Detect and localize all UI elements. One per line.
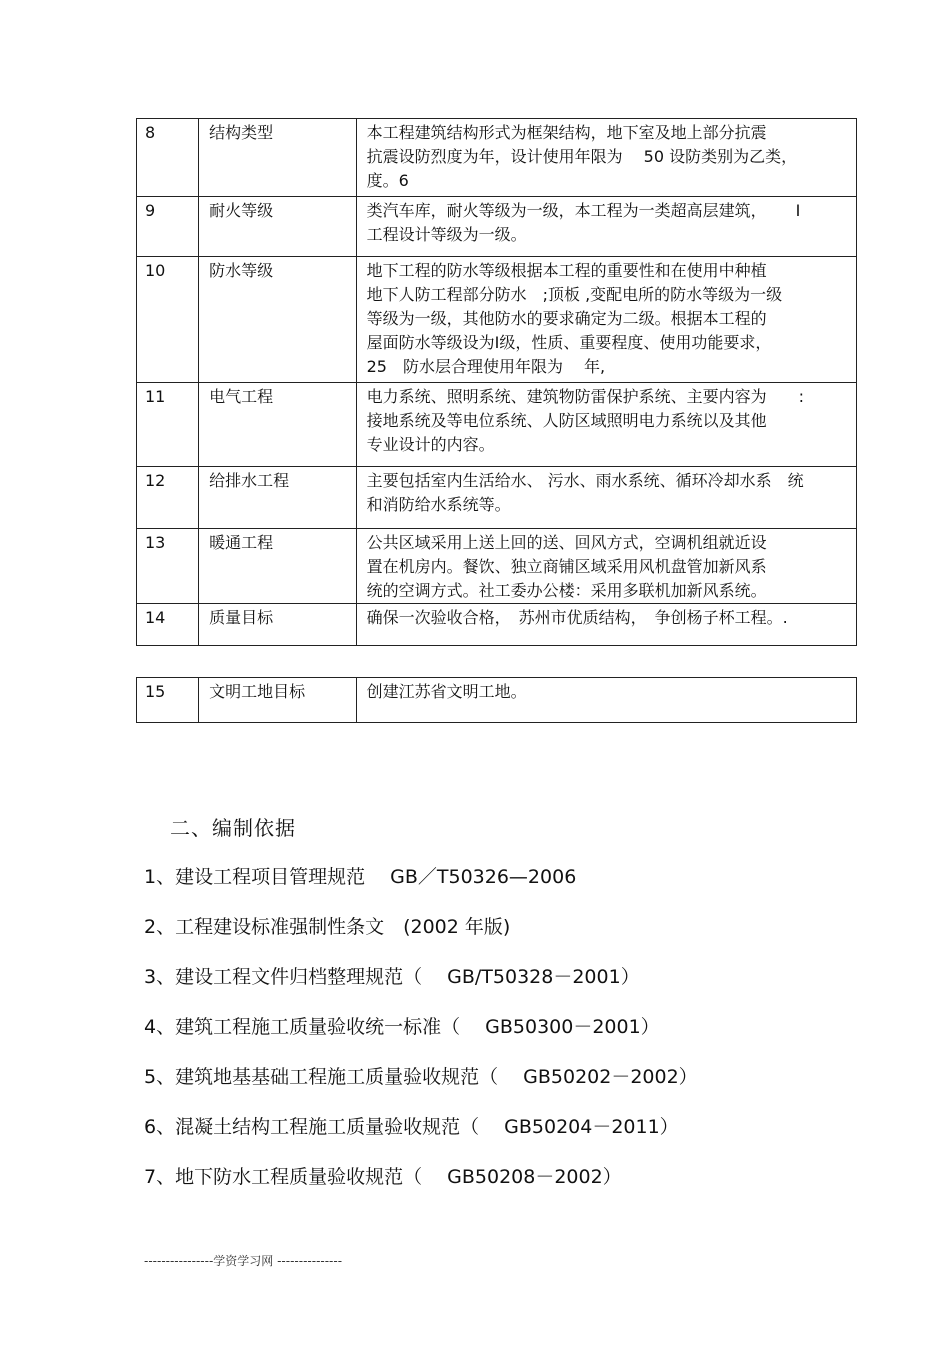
row-description	[356, 119, 856, 197]
row-description	[356, 467, 856, 529]
description-line: 地下人防工程部分防水 ;顶板 ,变配电所的防水等级为一级	[366, 285, 783, 304]
description-line: 度。6	[366, 171, 409, 190]
row-item: 电气工程	[199, 383, 356, 467]
project-info-table	[136, 118, 857, 646]
row-number: 12	[137, 467, 199, 529]
description-line: 25 防水层合理使用年限为 年,	[366, 357, 606, 376]
description-line: 抗震设防烈度为年，设计使用年限为 50 设防类别为乙类，	[366, 147, 798, 166]
description-line: 电力系统、照明系统、建筑物防雷保护系统、主要内容为 :	[366, 387, 804, 406]
reference-item: 1、建设工程项目管理规范 GB／T50326—2006	[144, 866, 577, 888]
row-number: 15	[137, 678, 199, 723]
table-row	[137, 257, 857, 383]
description-line: 接地系统及等电位系统、人防区域照明电力系统以及其他	[366, 411, 767, 430]
civilized-site-table	[136, 677, 857, 723]
row-item: 防水等级	[199, 257, 356, 383]
reference-item: 3、建设工程文件归档整理规范（ GB/T50328－2001）	[144, 966, 640, 988]
row-number: 11	[137, 383, 199, 467]
page-footer: ----------------学资学习网 ---------------	[144, 1254, 343, 1268]
row-description	[356, 383, 856, 467]
table-row	[137, 119, 857, 197]
description-line: 和消防给水系统等。	[366, 495, 511, 514]
description-line: 公共区域采用上送上回的送、回风方式，空调机组就近设	[366, 533, 767, 552]
row-number: 8	[137, 119, 199, 197]
table-row	[137, 197, 857, 257]
row-item: 结构类型	[199, 119, 356, 197]
table-row	[137, 678, 857, 723]
description-line: 屋面防水等级设为Ⅰ级，性质、重要程度、使用功能要求，	[366, 333, 772, 352]
row-description	[356, 529, 856, 604]
table-row	[137, 529, 857, 604]
description-line: 统的空调方式。社工委办公楼：采用多联机加新风系统。	[366, 581, 767, 600]
section-heading: 二、编制依据	[170, 816, 296, 840]
description-line: 主要包括室内生活给水、 污水、雨水系统、循环冷却水系 统	[366, 471, 804, 490]
reference-item: 6、混凝土结构工程施工质量验收规范（ GB50204－2011）	[144, 1116, 679, 1138]
row-number: 13	[137, 529, 199, 604]
description-line: 等级为一级，其他防水的要求确定为二级。根据本工程的	[366, 309, 767, 328]
row-number: 10	[137, 257, 199, 383]
description-line: 地下工程的防水等级根据本工程的重要性和在使用中种植	[366, 261, 767, 280]
row-description	[356, 257, 856, 383]
row-item: 文明工地目标	[199, 678, 356, 723]
description-line: 工程设计等级为一级。	[366, 225, 527, 244]
row-description	[356, 197, 856, 257]
row-description	[356, 604, 856, 646]
description-line: 本工程建筑结构形式为框架结构，地下室及地上部分抗震	[366, 123, 767, 142]
reference-item: 5、建筑地基基础工程施工质量验收规范（ GB50202－2002）	[144, 1066, 698, 1088]
reference-item: 4、建筑工程施工质量验收统一标准（ GB50300－2001）	[144, 1016, 660, 1038]
description-line: 创建江苏省文明工地。	[366, 682, 527, 701]
row-item: 暖通工程	[199, 529, 356, 604]
table-row	[137, 604, 857, 646]
description-line: 专业设计的内容。	[366, 435, 495, 454]
description-line: 置在机房内。餐饮、独立商铺区域采用风机盘管加新风系	[366, 557, 767, 576]
reference-list	[144, 862, 698, 1212]
row-item: 质量目标	[199, 604, 356, 646]
table-row	[137, 467, 857, 529]
reference-item: 2、工程建设标准强制性条文 (2002 年版)	[144, 916, 511, 938]
row-description	[356, 678, 856, 723]
row-item: 耐火等级	[199, 197, 356, 257]
row-number: 14	[137, 604, 199, 646]
description-line: 类汽车库，耐火等级为一级，本工程为一类超高层建筑， I	[366, 201, 801, 220]
reference-item: 7、地下防水工程质量验收规范（ GB50208－2002）	[144, 1166, 622, 1188]
table-row	[137, 383, 857, 467]
row-number: 9	[137, 197, 199, 257]
description-line: 确保一次验收合格， 苏州市优质结构， 争创杨子杯工程。.	[366, 608, 788, 627]
row-item: 给排水工程	[199, 467, 356, 529]
